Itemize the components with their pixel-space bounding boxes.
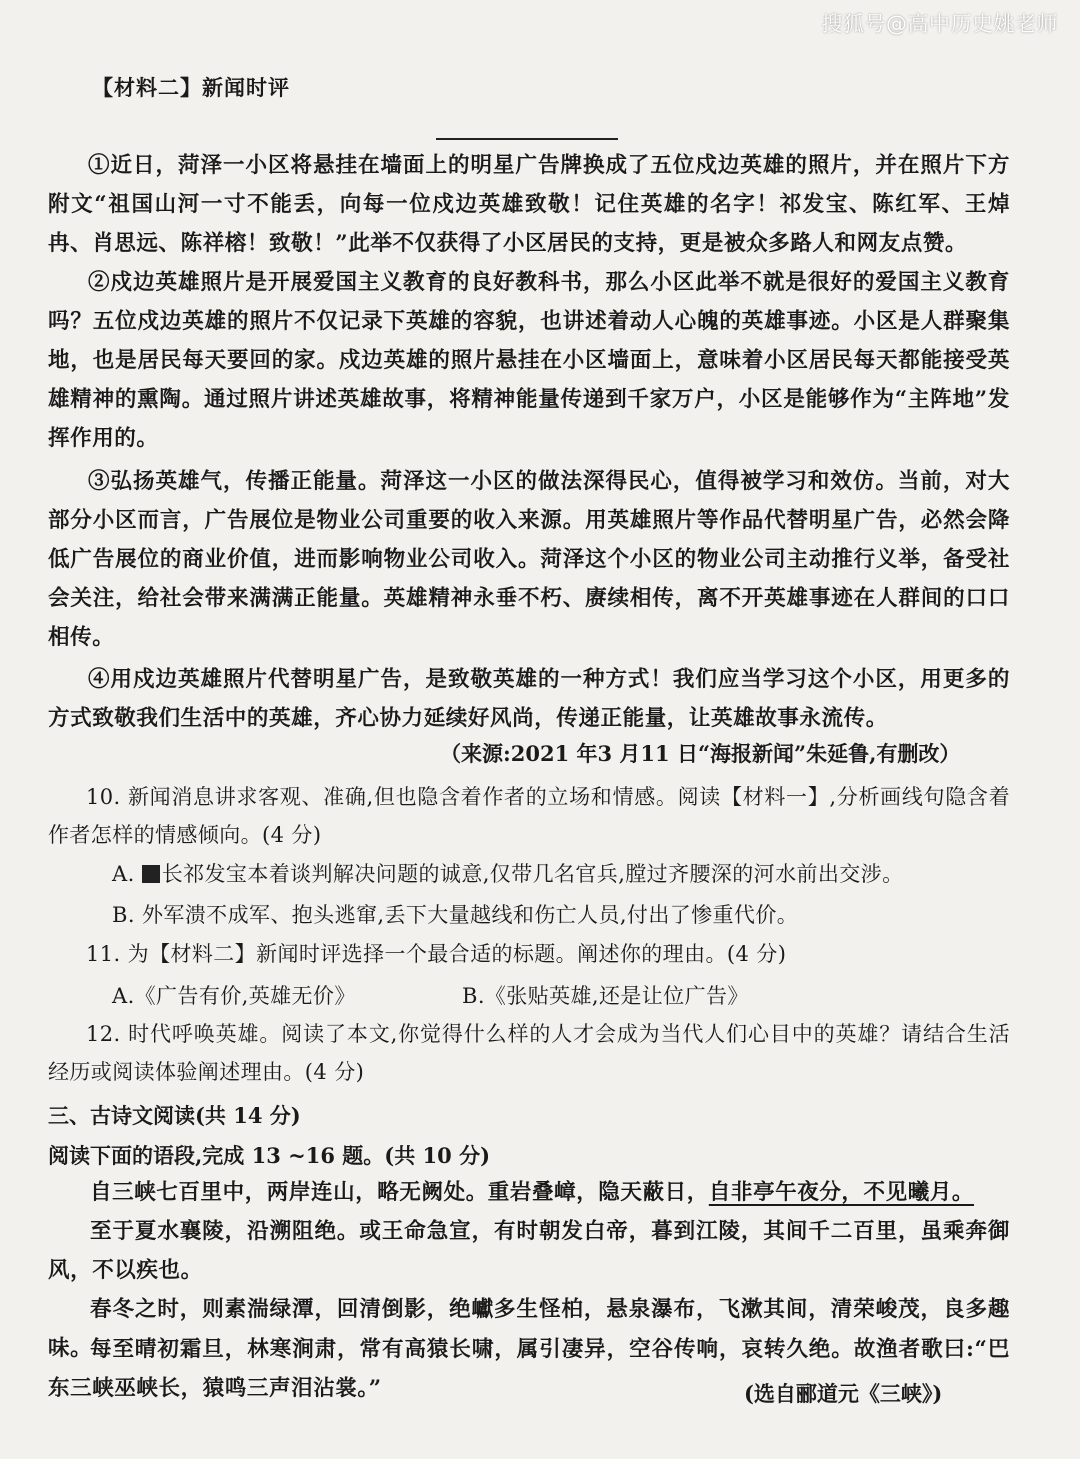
text-part: 自三峡七百里中，两岸连山，略无阙处。重岩叠嶂，隐天蔽日，: [90, 1180, 709, 1205]
redaction-box: [142, 865, 160, 883]
material2-paragraph-1: [48, 146, 1010, 263]
q10-option-a: [112, 858, 903, 888]
q11-option-b: B.《张贴英雄,还是让位广告》: [462, 984, 749, 1008]
classical-paragraph-1: [48, 1173, 1010, 1212]
question-text: 11. 为【材料二】新闻时评选择一个最合适的标题。阐述你的理由。(4 分): [86, 942, 787, 966]
paragraph-text: ④用戍边英雄照片代替明星广告，是致敬英雄的一种方式！我们应当学习这个小区，用更多的方式致敬我们生活中的英雄，齐心协力延续好风尚，传递正能量，让英雄故事永流传。: [48, 667, 1010, 731]
classical-citation: (选自郦道元《三峡》): [744, 1381, 943, 1406]
watermark: 搜狐号@高中历史姚老师: [821, 12, 1058, 36]
section-3-title: 三、古诗文阅读(共 14 分): [48, 1103, 301, 1128]
option-text: 长祁发宝本着谈判解决问题的诚意,仅带几名官兵,膛过齐腰深的河水前出交涉。: [161, 862, 904, 886]
question-11: [48, 935, 1010, 973]
question-text: 10. 新闻消息讲求客观、准确,但也隐含着作者的立场和情感。阅读【材料一】,分析画线句隐含着作者怎样的情感倾向。(4 分): [48, 785, 1010, 847]
material2-paragraph-3: [48, 462, 1010, 657]
material2-heading: 【材料二】新闻时评: [92, 75, 290, 100]
section-3-instruction: 阅读下面的语段,完成 13 ~16 题。(共 10 分): [48, 1143, 491, 1168]
option-label: A.: [112, 862, 142, 886]
paragraph-text: [48, 1173, 1010, 1212]
question-text: 12. 时代呼唤英雄。阅读了本文,你觉得什么样的人才会成为当代人们心目中的英雄？请结合生活经历或阅读体验阐述理由。(4 分): [48, 1022, 1010, 1084]
paragraph-text: 春冬之时，则素湍绿潭，回清倒影，绝巘多生怪柏，悬泉瀑布，飞漱其间，清荣峻茂，良多趣味。: [48, 1297, 1010, 1361]
q10-option-b: B. 外军溃不成军、抱头逃窜,丢下大量越线和伤亡人员,付出了惨重代价。: [112, 903, 799, 927]
paragraph-text: ②戍边英雄照片是开展爱国主义教育的良好教科书，那么小区此举不就是很好的爱国主义教育吗？五位戍边英雄的照片不仅记录下英雄的容貌，也讲述着动人心魄的英雄事迹。小区是人群聚集地，也是居民每天要回的家。戍边英雄的照片悬挂在小区墙面上，意味着小区居民每天都能接受英雄精神的熏陶。通过照片讲述英雄故事，将精神能量传递到千家万户，小区是能够作为“主阵地”发挥作用的。: [48, 270, 1010, 451]
question-12: [48, 1015, 1010, 1091]
paragraph-text: 每至晴初霜旦，林寒涧肃，常有高猿长啸，属引凄异，空谷传响，哀转久绝。故渔者歌曰:“巴东三峡巫峡长，猿鸣三声泪沾裳。”: [48, 1337, 1010, 1401]
paragraph-text: 至于夏水襄陵，沿溯阻绝。或王命急宣，有时朝发白帝，暮到江陵，其间千二百里，虽乘奔御风，不以疾也。: [48, 1219, 1010, 1283]
paragraph-text: ①近日，菏泽一小区将悬挂在墙面上的明星广告牌换成了五位戍边英雄的照片，并在照片下方附文“祖国山河一寸不能丢，向每一位戍边英雄致敬！记住英雄的名字！祁发宝、陈红军、王焯冉、肖思远、陈祥榕！致敬！”此举不仅获得了小区居民的支持，更是被众多路人和网友点赞。: [48, 153, 1010, 256]
material2-source: （来源:2021 年3 月11 日“海报新闻”朱延鲁,有删改）: [440, 741, 961, 766]
question-10: [48, 778, 1010, 854]
q11-option-a: A.《广告有价,英雄无价》: [112, 984, 356, 1008]
material2-paragraph-2: [48, 263, 1010, 458]
paragraph-text: ③弘扬英雄气，传播正能量。菏泽这一小区的做法深得民心，值得被学习和效仿。当前，对大部分小区而言，广告展位是物业公司重要的收入来源。用英雄照片等作品代替明星广告，必然会降低广告展位的商业价值，进而影响物业公司收入。菏泽这个小区的物业公司主动推行义举，备受社会关注，给社会带来满满正能量。英雄精神永垂不朽、赓续相传，离不开英雄事迹在人群间的口口相传。: [48, 469, 1010, 650]
underlined-sentence: 自非亭午夜分，不见曦月。: [708, 1180, 975, 1205]
material2-paragraph-4: [48, 660, 1010, 738]
divider-line: [436, 138, 618, 140]
classical-paragraph-2: [48, 1212, 1010, 1290]
